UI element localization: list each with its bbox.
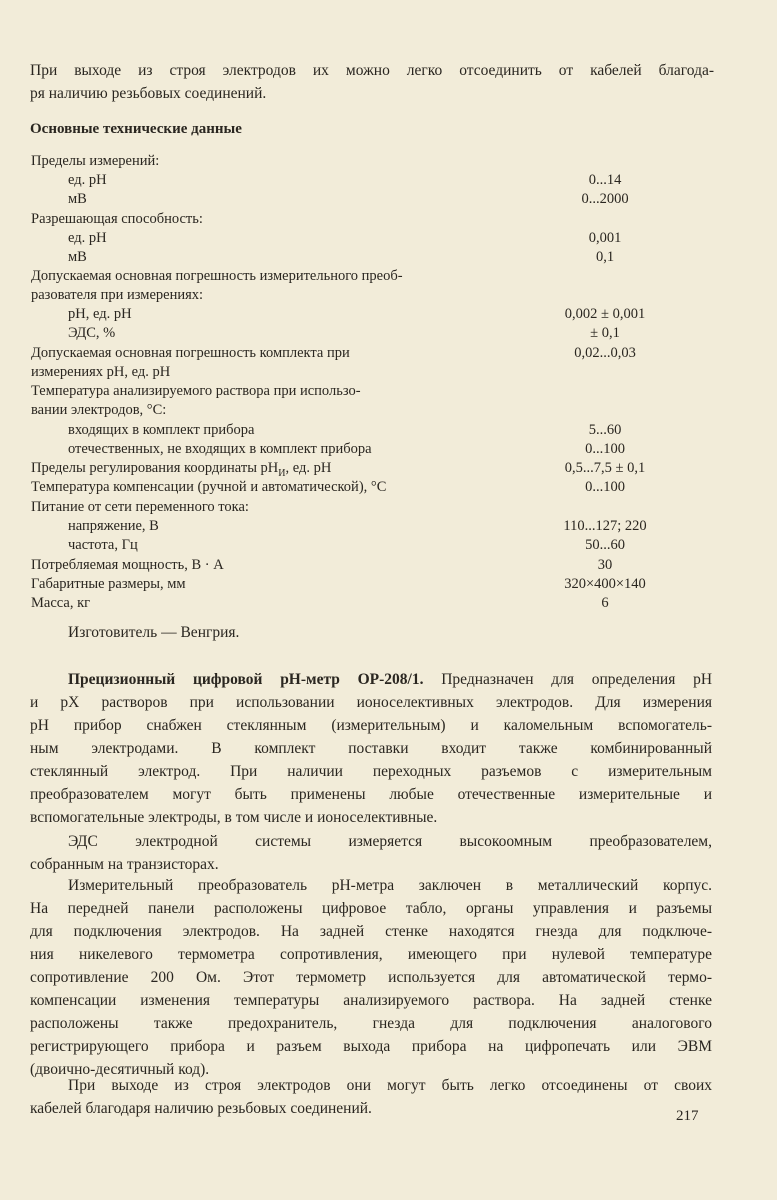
spec-row — [0, 171, 777, 190]
spec-label: Допускаемая основная погрешность комплекта при — [31, 345, 350, 361]
spec-label: Температура компенсации (ручной и автоматической), °С — [31, 479, 387, 495]
spec-label: измерениях рН, ед. рН — [31, 364, 171, 380]
body-paragraph — [30, 874, 712, 1081]
spec-label: Потребляемая мощность, В · А — [31, 557, 224, 573]
spec-value: 320×400×140 — [564, 576, 646, 592]
product-title: Прецизионный цифровой рН-метр ОР-208/1. — [68, 671, 424, 688]
text-line: собранным на транзисторах. — [30, 856, 219, 873]
spec-label: Разрешающая способность: — [31, 211, 203, 227]
specs-heading: Основные технические данные — [30, 121, 242, 137]
spec-label: частота, Гц — [68, 537, 138, 553]
spec-value: ± 0,1 — [590, 325, 620, 341]
text-line: (двоично-десятичный код). — [30, 1061, 210, 1078]
spec-row — [0, 210, 777, 229]
spec-value: 0...14 — [588, 172, 622, 188]
text-line: При выходе из строя электродов их можно легко отсоединить от кабелей благода- — [30, 62, 714, 79]
page-number: 217 — [676, 1108, 699, 1124]
text-line: Измерительный преобразователь рН-метра заключен в металлический корпус. — [68, 877, 712, 894]
spec-label: мВ — [68, 249, 87, 265]
spec-label: Допускаемая основная погрешность измерительного преоб- — [31, 268, 403, 284]
spec-row — [0, 517, 777, 536]
text-line: ря наличию резьбовых соединений. — [30, 85, 267, 102]
spec-label: Пределы измерений: — [31, 153, 160, 169]
spec-label: рН, ед. рН — [68, 306, 132, 322]
spec-value: 0,5...7,5 ± 0,1 — [564, 460, 646, 476]
spec-label: Питание от сети переменного тока: — [31, 499, 249, 515]
body-paragraph — [30, 830, 712, 876]
spec-value: 0,1 — [595, 249, 615, 265]
spec-row — [0, 459, 777, 478]
spec-label-text: , ед. рН — [285, 460, 332, 476]
spec-label: мВ — [68, 191, 87, 207]
spec-label: входящих в комплект прибора — [68, 422, 255, 438]
spec-label-subscript: И — [278, 467, 286, 479]
spec-row — [0, 594, 777, 613]
spec-label: напряжение, В — [68, 518, 159, 534]
spec-label: отечественных, не входящих в комплект прибора — [68, 441, 372, 457]
text-fragment: Предназначен для определения рН — [441, 671, 712, 688]
spec-label: ед. рН — [68, 230, 107, 246]
text-line: рН прибор снабжен стеклянным (измерительным) и каломельным вспомогатель- — [30, 717, 712, 734]
spec-row — [0, 324, 777, 343]
text-line: На передней панели расположены цифровое табло, органы управления и разъемы — [30, 900, 712, 917]
body-paragraph — [30, 1074, 712, 1120]
spec-label: вании электродов, °С: — [31, 402, 167, 418]
spec-row — [0, 575, 777, 594]
spec-value: 5...60 — [588, 422, 622, 438]
manufacturer-note: Изготовитель — Венгрия. — [68, 624, 240, 641]
spec-value: 0...100 — [585, 479, 625, 495]
spec-value: 110...127; 220 — [563, 518, 647, 534]
text-line: вспомогательные электроды, в том числе и ионоселективные. — [30, 809, 438, 826]
text-line: ния никелевого термометра сопротивления, имеющего при нулевой температуре — [30, 946, 712, 963]
spec-value: 50...60 — [585, 537, 625, 553]
spec-value: 6 — [601, 595, 609, 611]
spec-row — [0, 440, 777, 459]
spec-row — [0, 556, 777, 575]
spec-row — [0, 248, 777, 267]
text-line: расположены также предохранитель, гнезда для подключения аналогового — [30, 1015, 712, 1032]
spec-value: 0,02...0,03 — [574, 345, 636, 361]
spec-row — [0, 229, 777, 248]
spec-label: ЭДС, % — [68, 325, 116, 341]
spec-row — [0, 401, 777, 420]
spec-value: 30 — [597, 557, 613, 573]
spec-row — [0, 152, 777, 171]
spec-label-text: Пределы регулирования координаты рН — [31, 460, 279, 476]
text-line: преобразователем могут быть применены любые отечественные измерительные и — [30, 786, 712, 803]
text-line: регистрирующего прибора и разъем выхода прибора на цифропечать или ЭВМ — [30, 1038, 712, 1055]
intro-paragraph — [30, 59, 714, 105]
text-line: ным электродами. В комплект поставки входит также комбинированный — [30, 740, 712, 757]
spec-label: разователя при измерениях: — [31, 287, 204, 303]
spec-row — [0, 382, 777, 401]
spec-label: Масса, кг — [31, 595, 91, 611]
text-line: стеклянный электрод. При наличии переходных разъемов с измерительным — [30, 763, 712, 780]
text-line: кабелей благодаря наличию резьбовых соединений. — [30, 1100, 372, 1117]
text-line: и рХ растворов при использовании ионоселективных электродов. Для измерения — [30, 694, 712, 711]
text-line: сопротивление 200 Ом. Этот термометр используется для автоматической термо- — [30, 969, 712, 986]
spec-value: 0,002 ± 0,001 — [564, 306, 646, 322]
spec-row — [0, 478, 777, 497]
spec-row — [0, 363, 777, 382]
spec-value: 0,001 — [588, 230, 622, 246]
spec-value: 0...2000 — [581, 191, 629, 207]
spec-label: ед. рН — [68, 172, 107, 188]
spec-row — [0, 286, 777, 305]
spec-row — [0, 305, 777, 324]
text-line: ЭДС электродной системы измеряется высокоомным преобразователем, — [68, 833, 712, 850]
text-line: При выходе из строя электродов они могут быть легко отсоединены от своих — [68, 1077, 712, 1094]
spec-row — [0, 190, 777, 209]
body-paragraph — [30, 668, 712, 829]
spec-row — [0, 536, 777, 555]
text-line: для подключения электродов. На задней стенке находятся гнезда для подключе- — [30, 923, 712, 940]
spec-label — [31, 459, 331, 478]
spec-row — [0, 421, 777, 440]
spec-row — [0, 498, 777, 517]
spec-label: Габаритные размеры, мм — [31, 576, 186, 592]
spec-value: 0...100 — [585, 441, 625, 457]
spec-row — [0, 267, 777, 286]
spec-row — [0, 344, 777, 363]
spec-label: Температура анализируемого раствора при использо- — [31, 383, 361, 399]
text-line: компенсации изменения температуры анализируемого раствора. На задней стенке — [30, 992, 712, 1009]
text-line — [30, 668, 712, 691]
